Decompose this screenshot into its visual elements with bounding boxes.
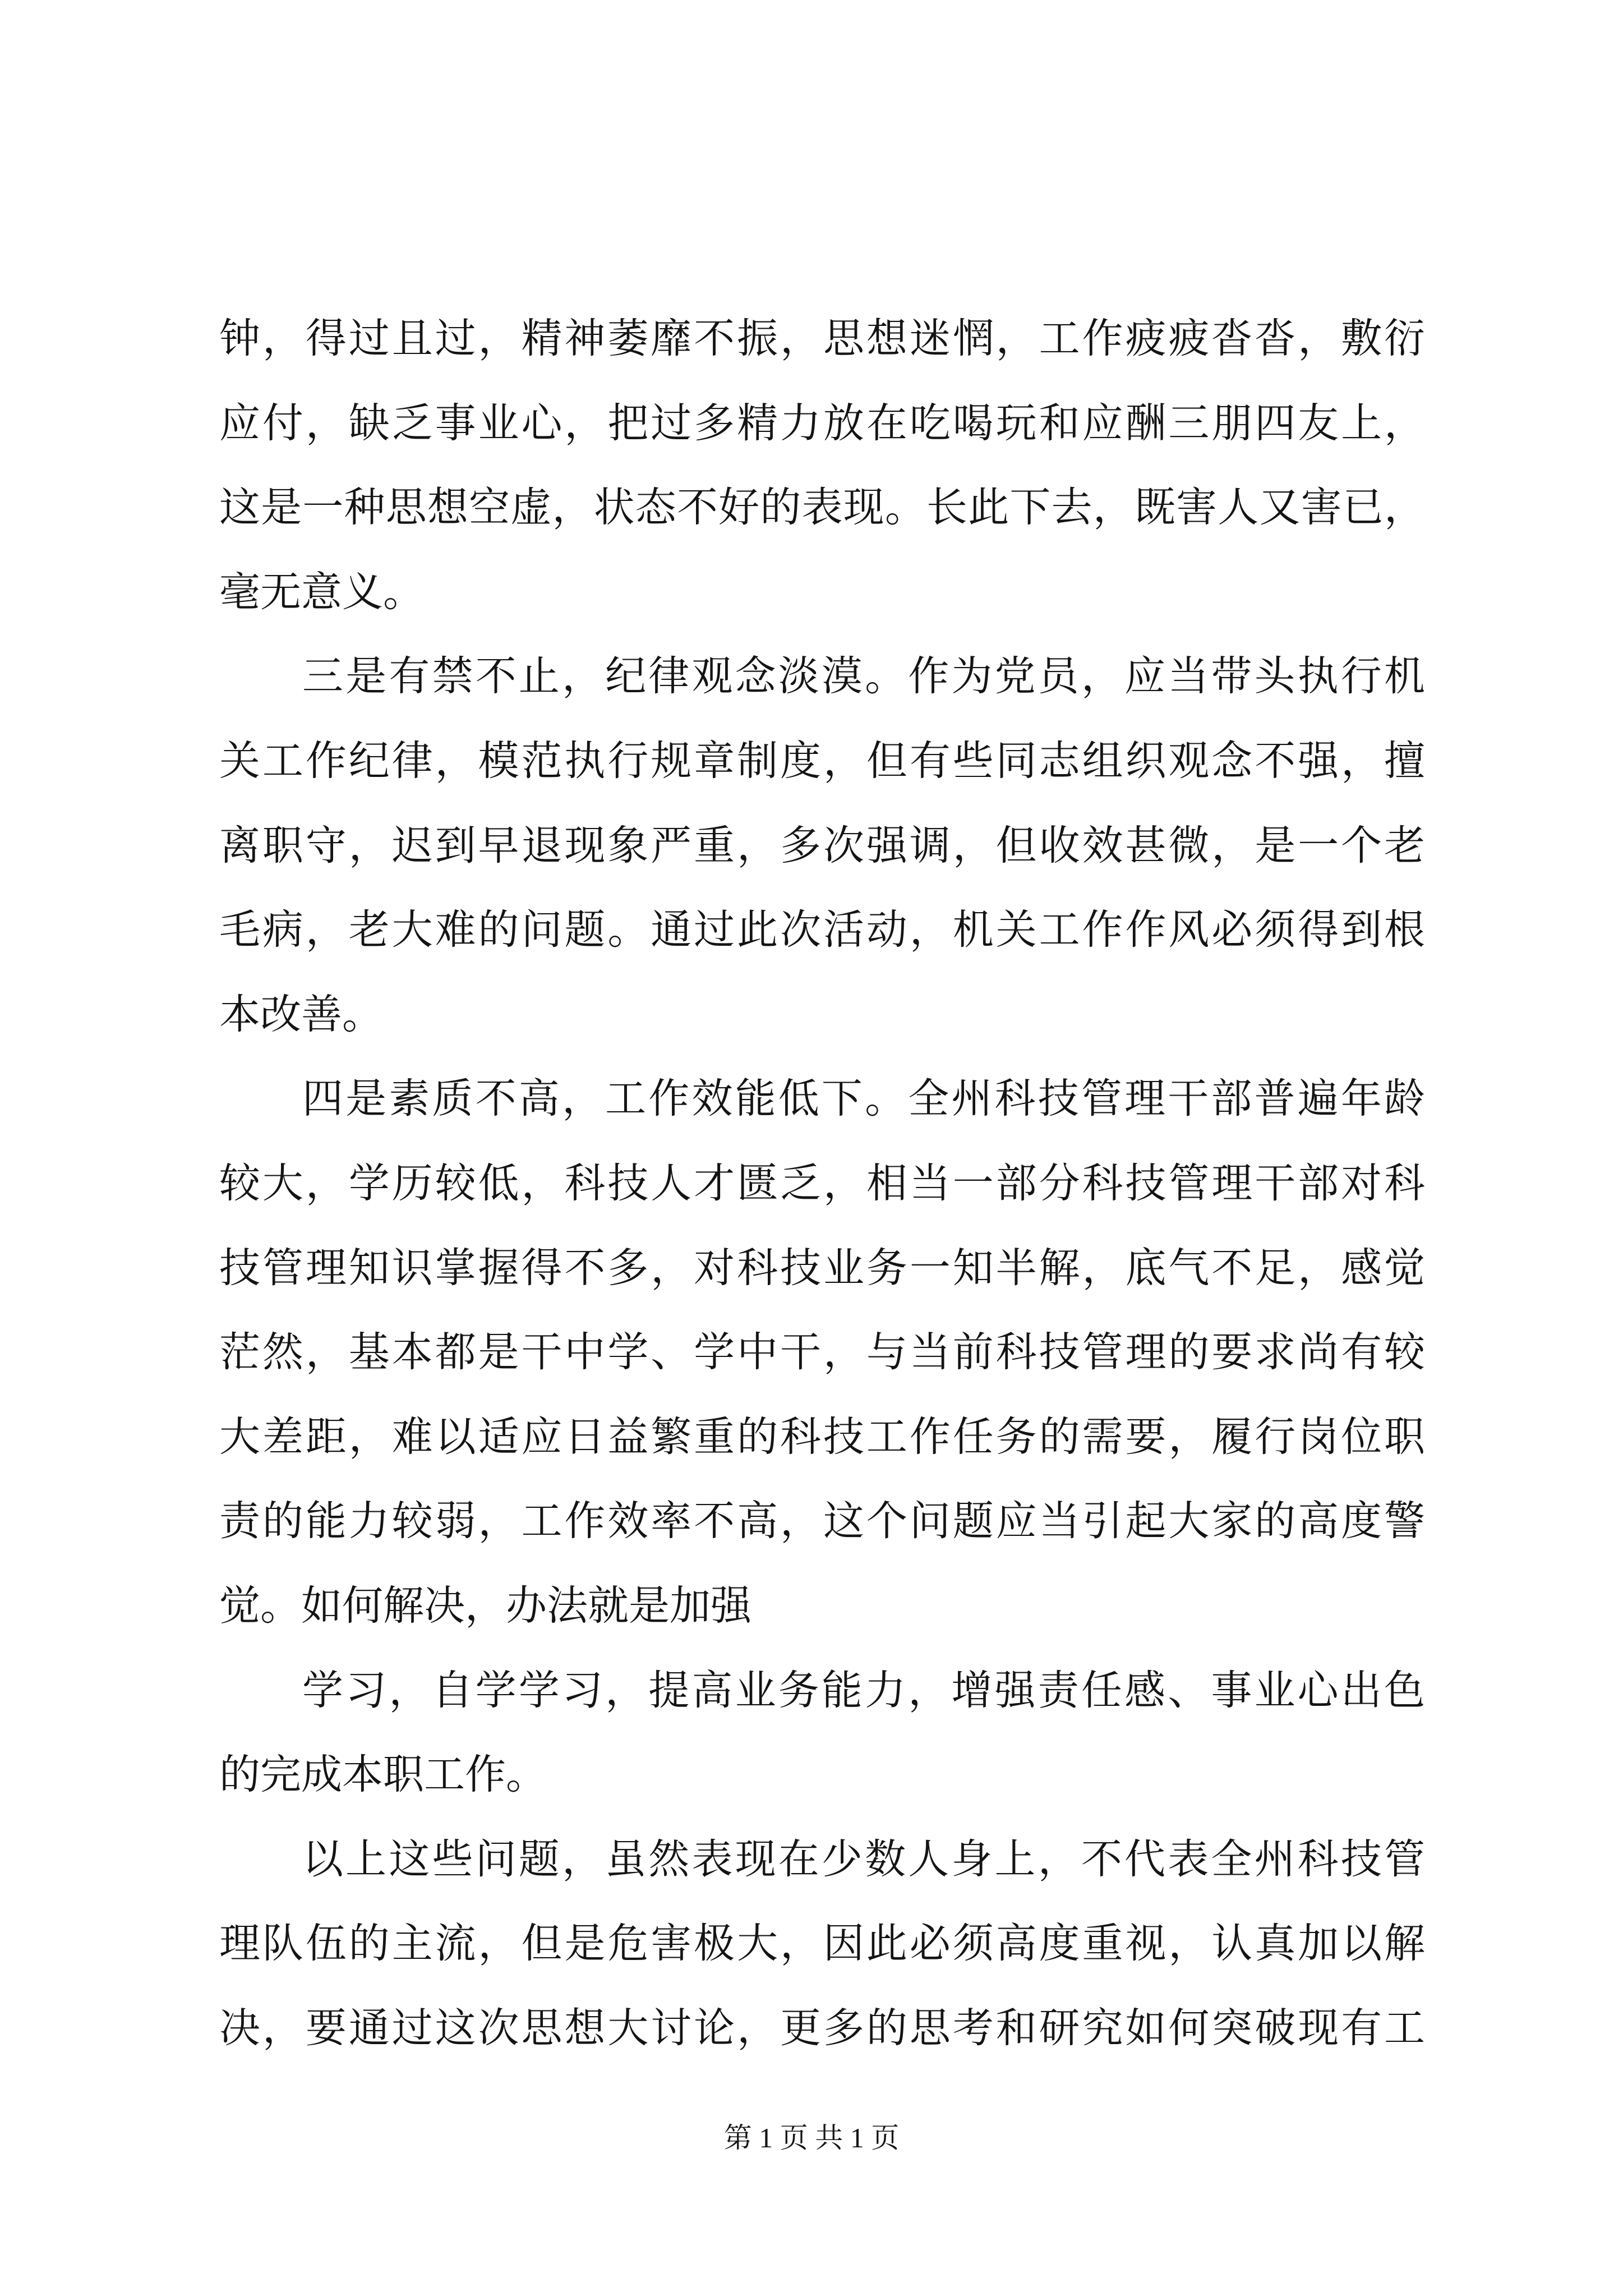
text-line: 茫然，基本都是干中学、学中干，与当前科技管理的要求尚有较 [219, 1328, 1425, 1377]
text-line: 的完成本职工作。 [219, 1751, 547, 1799]
text-line: 技管理知识掌握得不多，对科技业务一知半解，底气不足，感觉 [219, 1244, 1425, 1292]
text-line: 离职守，迟到早退现象严重，多次强调，但收效甚微，是一个老 [219, 821, 1425, 869]
text-line: 关工作纪律，模范执行规章制度，但有些同志组织观念不强，擅 [219, 737, 1425, 785]
paragraph [219, 1818, 1425, 2071]
text-line: 应付，缺乏事业心，把过多精力放在吃喝玩和应酬三朋四友上， [219, 399, 1425, 447]
page-footer: 第 1 页 共 1 页 [723, 2122, 900, 2154]
text-line: 较大，学历较低，科技人才匮乏，相当一部分科技管理干部对科 [219, 1159, 1425, 1207]
paragraph [219, 1649, 1425, 1818]
text-line: 学习，自学学习，提高业务能力，增强责任感、事业心出色 [302, 1666, 1425, 1714]
text-line: 理队伍的主流，但是危害极大，因此必须高度重视，认真加以解 [219, 1920, 1425, 1968]
text-line: 毫无意义。 [219, 568, 424, 616]
paragraph [219, 1057, 1425, 1648]
text-line: 钟，得过且过，精神萎靡不振，思想迷惘，工作疲疲沓沓，敷衍 [219, 315, 1425, 362]
text-line: 本改善。 [219, 990, 383, 1038]
text-line: 责的能力较弱，工作效率不高，这个问题应当引起大家的高度警 [219, 1497, 1425, 1545]
paragraph [219, 634, 1425, 1057]
document-body [219, 297, 1425, 2070]
paragraph [219, 297, 1425, 634]
text-line: 决，要通过这次思想大讨论，更多的思考和研究如何突破现有工 [219, 2004, 1425, 2052]
text-line: 三是有禁不止，纪律观念淡漠。作为党员，应当带头执行机 [302, 652, 1425, 701]
text-line: 以上这些问题，虽然表现在少数人身上，不代表全州科技管 [302, 1835, 1425, 1883]
text-line: 这是一种思想空虚，状态不好的表现。长此下去，既害人又害已， [219, 484, 1425, 532]
text-line: 毛病，老大难的问题。通过此次活动，机关工作作风必须得到根 [219, 906, 1425, 954]
text-line: 大差距，难以适应日益繁重的科技工作任务的需要，履行岗位职 [219, 1412, 1425, 1461]
text-line: 觉。如何解决，办法就是加强 [219, 1581, 751, 1630]
text-line: 四是素质不高，工作效能低下。全州科技管理干部普遍年龄 [302, 1075, 1425, 1123]
